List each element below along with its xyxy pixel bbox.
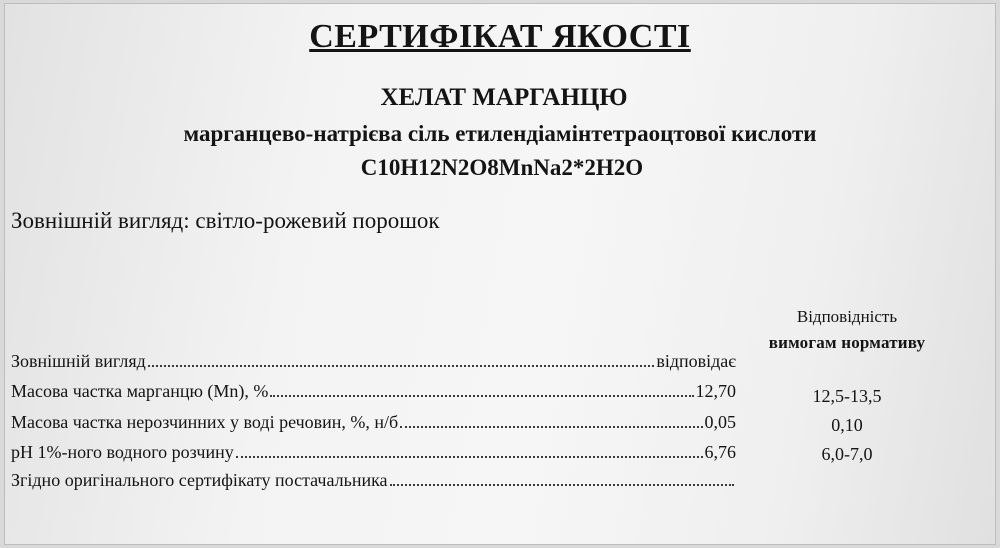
appearance-line: Зовнішній вигляд: світло-рожевий порошок	[11, 208, 440, 233]
row-label: Масова частка нерозчинних у воді речовин, %, н/б	[11, 412, 399, 432]
row-label: Масова частка марганцю (Mn), %	[11, 381, 269, 401]
dot-leader	[270, 394, 693, 397]
row-value: 6,76	[704, 442, 736, 462]
row-value: відповідає	[656, 351, 736, 371]
row-requirement: 6,0-7,0	[821, 444, 873, 464]
table-row	[11, 465, 736, 491]
document-title: СЕРТИФІКАТ ЯКОСТІ	[309, 18, 691, 55]
certificate-sheet	[4, 3, 996, 545]
chemical-name: марганцево-натрієва сіль етилендіамінтетраоцтової кислоти	[183, 121, 817, 146]
row-label: Зовнішній вигляд	[11, 351, 146, 371]
requirement-column-header	[747, 304, 947, 356]
table-row	[11, 376, 736, 402]
dot-leader	[390, 483, 734, 486]
row-requirement: 12,5-13,5	[812, 386, 882, 406]
product-name: ХЕЛАТ МАРГАНЦЮ	[380, 84, 628, 111]
dot-leader	[148, 364, 655, 367]
requirement-header-line1: Відповідність	[796, 307, 898, 326]
table-row	[11, 437, 736, 463]
table-row	[11, 407, 736, 433]
row-label: Згідно оригінального сертифікату постачальника	[11, 470, 388, 490]
table-row	[11, 346, 736, 372]
dot-leader	[236, 455, 703, 458]
chemical-formula: C10H12N2O8MnNa2*2H2O	[360, 155, 644, 180]
row-label: pH 1%-ного водного розчину	[11, 442, 234, 462]
dot-leader	[400, 425, 702, 428]
row-value: 0,05	[704, 412, 736, 432]
row-value: 12,70	[695, 381, 736, 401]
row-requirement: 0,10	[831, 415, 863, 435]
requirement-header-line2: вимогам нормативу	[768, 333, 926, 352]
